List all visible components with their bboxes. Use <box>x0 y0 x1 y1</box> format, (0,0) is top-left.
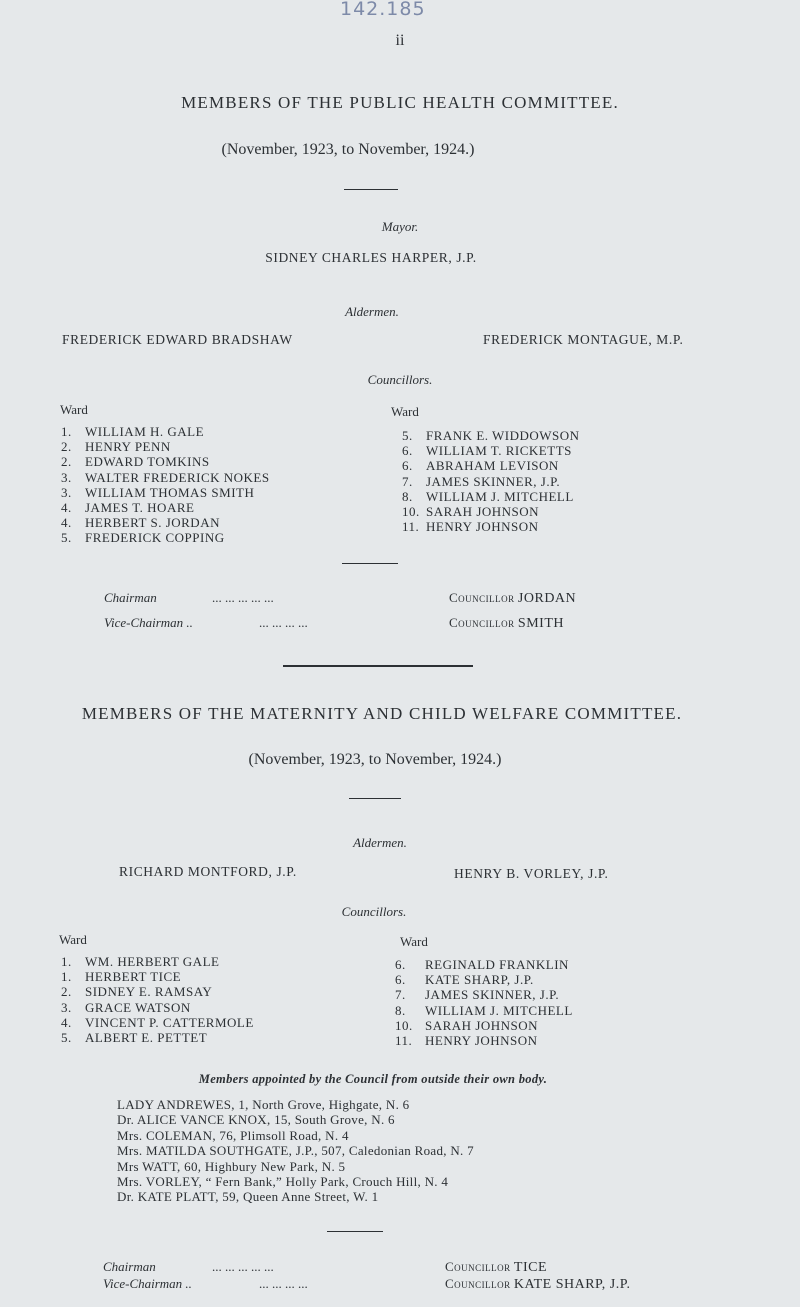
mcw-period: (November, 1923, to November, 1924.) <box>248 751 502 768</box>
list-item: Mrs WATT, 60, Highbury New Park, N. 5 <box>117 1158 346 1174</box>
mcw-ward-label-left: Ward <box>59 932 87 947</box>
mcw-alderman-1: RICHARD MONTFORD, J.P. <box>119 864 297 879</box>
ph-councillors-right <box>402 428 580 534</box>
list-item: 6. ABRAHAM LEVISON <box>402 458 559 474</box>
ph-councillors-left <box>61 424 270 546</box>
list-item: Mrs. VORLEY, “ Fern Bank,” Holly Park, Crouch Hill, N. 4 <box>117 1174 449 1190</box>
handwritten-number: 142.185 <box>340 0 426 20</box>
list-item: 6. REGINALD FRANKLIN <box>395 957 569 972</box>
ph-mayor-heading: Mayor. <box>381 219 419 234</box>
ph-mayor: SIDNEY CHARLES HARPER, J.P. <box>265 250 477 265</box>
list-item: 1. WM. HERBERT GALE <box>61 954 220 969</box>
mcw-vice-chairman: Councillor KATE SHARP, J.P. <box>445 1276 631 1292</box>
section-divider <box>283 665 473 667</box>
list-item: 2. SIDNEY E. RAMSAY <box>61 984 213 1000</box>
mcw-appointed-list <box>117 1097 474 1205</box>
divider <box>349 798 401 799</box>
list-item: 6. KATE SHARP, J.P. <box>395 972 534 988</box>
divider <box>327 1231 383 1232</box>
list-item: 2. EDWARD TOMKINS <box>61 454 210 470</box>
leader-dots: ... ... ... ... ... <box>212 1259 274 1274</box>
ph-ward-label-right: Ward <box>391 404 419 419</box>
list-item: 1. HERBERT TICE <box>61 969 182 985</box>
list-item: 11. HENRY JOHNSON <box>402 519 539 535</box>
ph-aldermen-heading: Aldermen. <box>345 304 399 319</box>
leader-dots: ... ... ... ... <box>259 615 308 630</box>
list-item: 5. FREDERICK COPPING <box>61 530 225 546</box>
list-item: 8. WILLIAM J. MITCHELL <box>402 488 574 504</box>
list-item: 10. SARAH JOHNSON <box>402 504 540 520</box>
list-item: Mrs. COLEMAN, 76, Plimsoll Road, N. 4 <box>117 1127 349 1143</box>
ph-vice-row: Vice-Chairman .. <box>104 615 193 630</box>
list-item: 3. WILLIAM THOMAS SMITH <box>61 484 255 500</box>
ph-chairman-row: Chairman <box>104 590 157 605</box>
mcw-title: MEMBERS OF THE MATERNITY AND CHILD WELFARE COMMITTEE. <box>81 704 683 723</box>
list-item: Dr. ALICE VANCE KNOX, 15, South Grove, N. 6 <box>117 1112 395 1128</box>
list-item: Dr. KATE PLATT, 59, Queen Anne Street, W. 1 <box>117 1189 379 1205</box>
list-item: 2. HENRY PENN <box>61 439 171 455</box>
ph-chairman: Councillor JORDAN <box>449 590 577 606</box>
mcw-councillors-heading: Councillors. <box>341 904 407 919</box>
ph-title: MEMBERS OF THE PUBLIC HEALTH COMMITTEE. <box>181 93 619 112</box>
list-item: 11. HENRY JOHNSON <box>395 1033 538 1049</box>
ph-vice-chairman: Councillor SMITH <box>449 615 564 631</box>
list-item: 3. GRACE WATSON <box>61 999 191 1015</box>
list-item: 7. JAMES SKINNER, J.P. <box>395 987 560 1003</box>
list-item: 4. HERBERT S. JORDAN <box>61 515 220 531</box>
mcw-alderman-2: HENRY B. VORLEY, J.P. <box>454 866 609 881</box>
page-number: ii <box>395 32 405 49</box>
list-item: 10. SARAH JOHNSON <box>395 1017 539 1033</box>
ph-alderman-2: FREDERICK MONTAGUE, M.P. <box>483 332 684 347</box>
list-item: 5. ALBERT E. PETTET <box>61 1030 208 1046</box>
list-item: 1. WILLIAM H. GALE <box>61 424 205 439</box>
list-item: 6. WILLIAM T. RICKETTS <box>402 443 572 459</box>
mcw-chairman-row: Chairman <box>103 1259 156 1274</box>
list-item: LADY ANDREWES, 1, North Grove, Highgate, N. 6 <box>117 1097 410 1112</box>
list-item: 5. FRANK E. WIDDOWSON <box>402 428 580 443</box>
mcw-vice-row: Vice-Chairman .. <box>103 1276 192 1291</box>
list-item: 7. JAMES SKINNER, J.P. <box>402 473 561 489</box>
ph-period: (November, 1923, to November, 1924.) <box>221 141 475 158</box>
list-item: Mrs. MATILDA SOUTHGATE, J.P., 507, Caledonian Road, N. 7 <box>117 1143 474 1159</box>
mcw-councillors-left <box>61 954 254 1045</box>
divider <box>344 189 398 190</box>
ph-councillors-heading: Councillors. <box>367 372 433 387</box>
mcw-councillors-right <box>395 957 573 1048</box>
list-item: 4. JAMES T. HOARE <box>61 500 195 516</box>
mcw-appointed-heading: Members appointed by the Council from outside their own body. <box>198 1072 548 1086</box>
mcw-aldermen-heading: Aldermen. <box>353 835 407 850</box>
divider <box>342 563 398 564</box>
list-item: 8. WILLIAM J. MITCHELL <box>395 1002 573 1018</box>
leader-dots: ... ... ... ... ... <box>212 590 274 605</box>
mcw-ward-label-right: Ward <box>400 934 428 949</box>
mcw-chairman: Councillor TICE <box>445 1259 548 1275</box>
ph-ward-label-left: Ward <box>60 402 88 417</box>
leader-dots: ... ... ... ... <box>259 1276 308 1291</box>
ph-alderman-1: FREDERICK EDWARD BRADSHAW <box>62 332 293 347</box>
list-item: 3. WALTER FREDERICK NOKES <box>61 469 270 485</box>
list-item: 4. VINCENT P. CATTERMOLE <box>61 1014 254 1030</box>
